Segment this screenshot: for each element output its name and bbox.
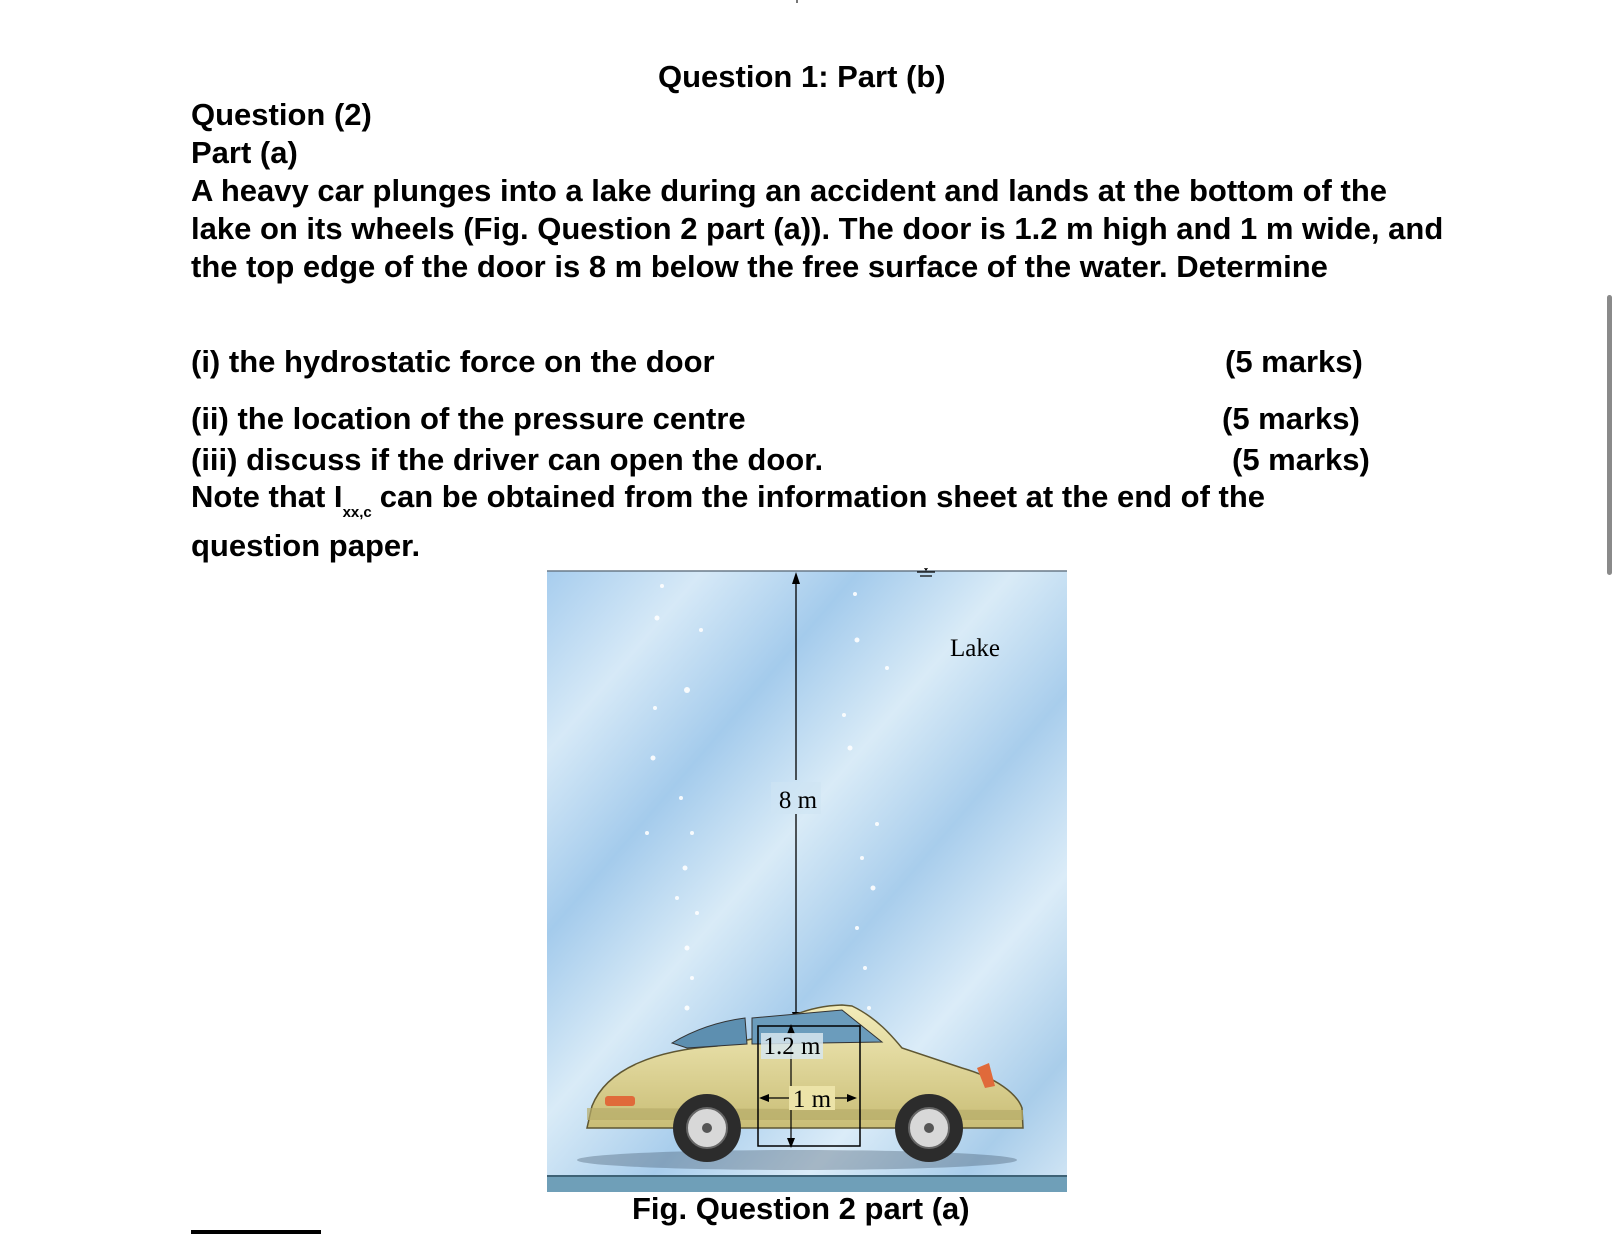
marks-item-iii: (5 marks) <box>1232 442 1370 477</box>
marks-item-ii: (5 marks) <box>1222 401 1360 436</box>
lake-car-figure <box>547 568 1067 1194</box>
note-tail: question paper. <box>191 528 421 563</box>
page-top-mark <box>796 0 798 3</box>
question-1-part-b-title: Question 1: Part (b) <box>658 59 946 94</box>
question-item-iii: (iii) discuss if the driver can open the door. <box>191 442 824 477</box>
door-width-label: 1 m <box>792 1086 832 1113</box>
lake-car-diagram <box>547 568 1067 1194</box>
vertical-scrollbar[interactable] <box>1607 295 1612 575</box>
lake-label: Lake <box>950 635 1000 662</box>
note-suffix: can be obtained from the information sheet at the end of the <box>379 479 1266 514</box>
marks-item-i: (5 marks) <box>1225 344 1363 379</box>
figure-caption: Fig. Question 2 part (a) <box>632 1191 970 1226</box>
depth-label: 8 m <box>778 787 818 814</box>
part-a-label: Part (a) <box>191 135 298 170</box>
question-item-i: (i) the hydrostatic force on the door <box>191 344 715 379</box>
note-subscript: xx,c <box>342 504 372 521</box>
door-height-label: 1.2 m <box>763 1033 821 1060</box>
note-line <box>191 478 1265 532</box>
note-prefix: Note that I <box>191 479 343 514</box>
question-item-ii: (ii) the location of the pressure centre <box>191 401 746 436</box>
question-body-text: A heavy car plunges into a lake during an accident and lands at the bottom of the lake on its wheels (Fig. Question 2 part (a)). The door is 1.2 m high and 1 m wide, and the top edge of the door is 8 m below the free surface of the water. Determine <box>191 173 1444 284</box>
question-2-heading: Question (2) <box>191 97 372 132</box>
truncated-next-line <box>191 1228 321 1238</box>
